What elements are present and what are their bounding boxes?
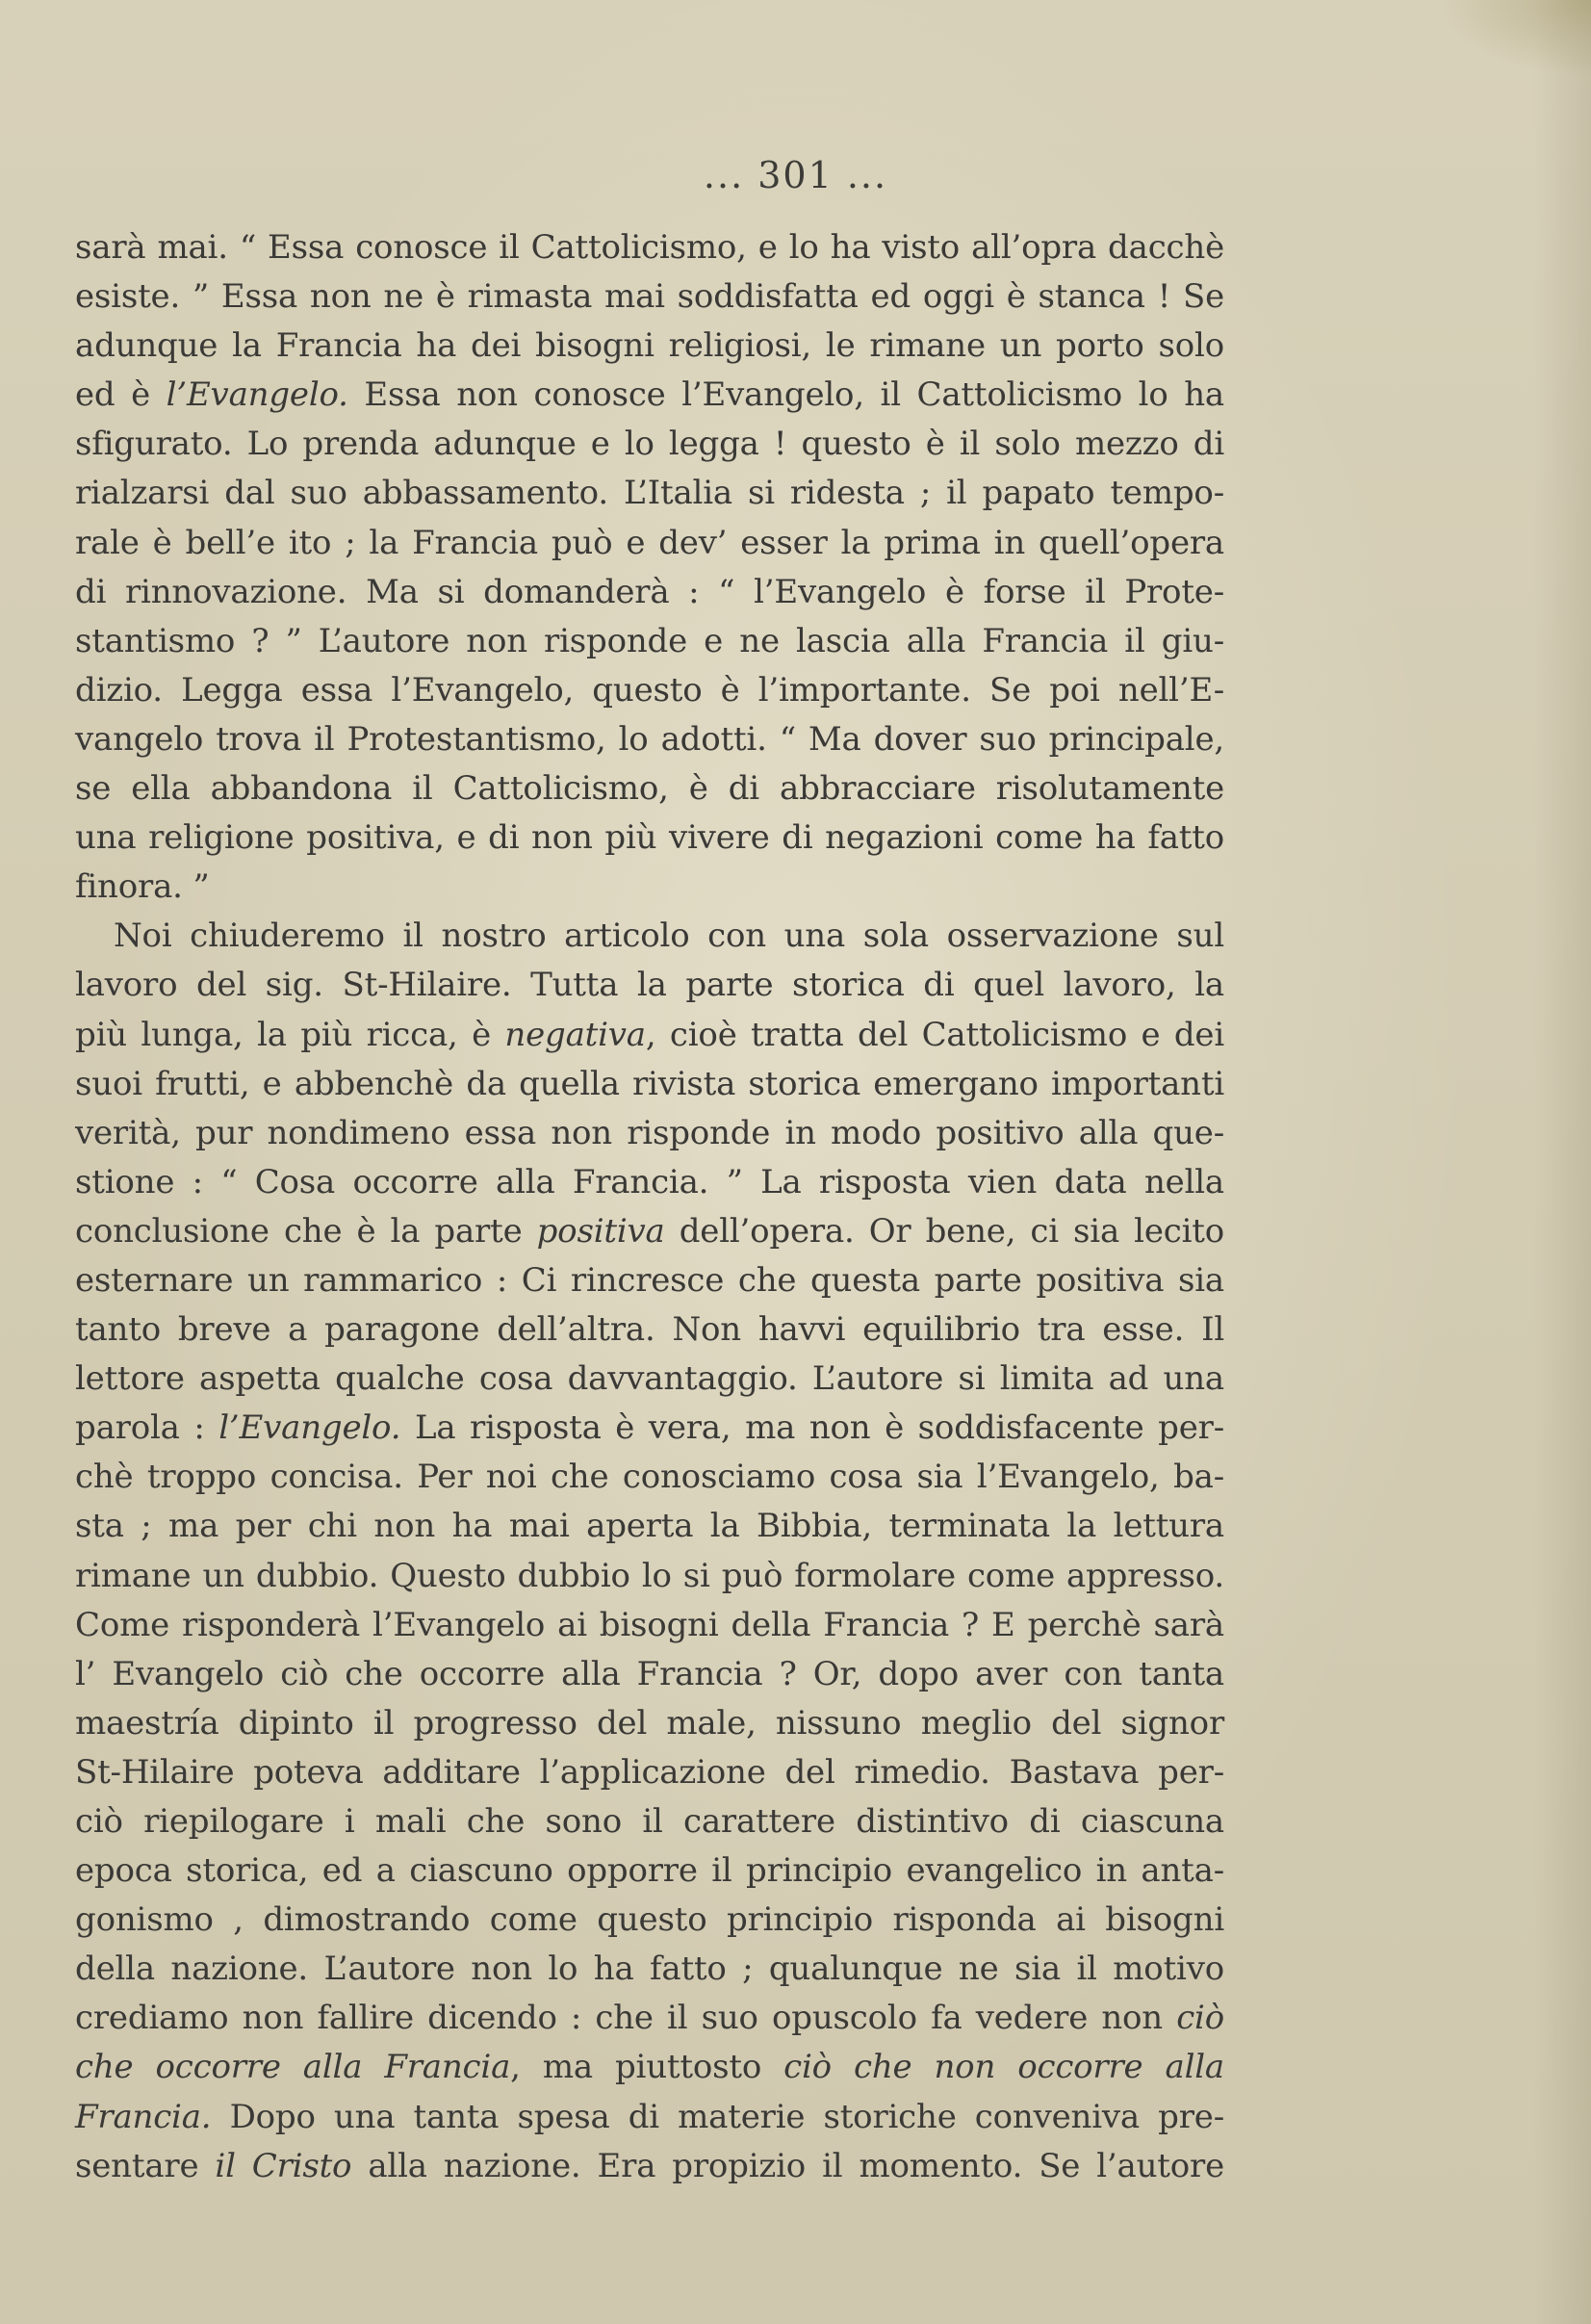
- text-span: , ma piuttosto: [510, 2048, 784, 2087]
- text-line: di rinnovazione. Ma si domanderà : “ l’Evangelo è forse il Prote-: [75, 572, 1224, 611]
- text-line: suoi frutti, e abbenchè da quella rivista storica emergano importanti: [75, 1064, 1224, 1103]
- text-span: sentare: [75, 2146, 216, 2185]
- body-text: [75, 223, 1224, 2191]
- text-line: rialzarsi dal suo abbassamento. L’Italia si ridesta ; il papato tempo-: [75, 474, 1224, 513]
- text-line: stione : “ Cosa occorre alla Francia. ” La risposta vien data nella: [75, 1162, 1224, 1201]
- text-line: verità, pur nondimeno essa non risponde in modo positivo alla que-: [75, 1113, 1224, 1152]
- text-line: sarà mai. “ Essa conosce il Cattolicismo, e lo ha visto all’opra dacchè: [75, 228, 1224, 267]
- text-line: una religione positiva, e di non più vivere di negazioni come ha fatto: [75, 818, 1224, 858]
- text-line: Come risponderà l’Evangelo ai bisogni della Francia ? E perchè sarà: [75, 1605, 1224, 1644]
- text-line: [75, 1404, 1224, 1453]
- text-span: dell’opera. Or bene, ci sia lecito: [664, 1211, 1224, 1251]
- text-line: tanto breve a paragone dell’altra. Non havvi equilibrio tra esse. Il: [75, 1310, 1224, 1350]
- text-line: ciò riepilogare i mali che sono il carattere distintivo di ciascuna: [75, 1802, 1224, 1841]
- italic-text-span: negativa: [504, 1015, 646, 1054]
- text-line: chè troppo concisa. Per noi che conosciamo cosa sia l’Evangelo, ba-: [75, 1458, 1224, 1497]
- text-line: della nazione. L’autore non lo ha fatto ; qualunque ne sia il motivo: [75, 1950, 1224, 1989]
- text-line: rale è bell’e ito ; la Francia può e dev’ esser la prima in quell’opera: [75, 523, 1224, 562]
- text-line: sfigurato. Lo prenda adunque e lo legga ! questo è il solo mezzo di: [75, 425, 1224, 464]
- text-line: [75, 2043, 1224, 2092]
- text-line: esternare un rammarico : Ci rincresce che questa parte positiva sia: [75, 1260, 1224, 1300]
- text-span: , cioè tratta del Cattolicismo e dei: [645, 1015, 1224, 1054]
- text-line: stantismo ? ” L’autore non risponde e ne lascia alla Francia il giu-: [75, 621, 1224, 660]
- text-line: [75, 1011, 1224, 1060]
- text-line: sta ; ma per chi non ha mai aperta la Bibbia, terminata la lettura: [75, 1507, 1224, 1546]
- text-line: [75, 371, 1224, 420]
- text-line: dizio. Legga essa l’Evangelo, questo è l’importante. Se poi nell’E-: [75, 670, 1224, 710]
- text-line: St-Hilaire poteva additare l’applicazione del rimedio. Bastava per-: [75, 1752, 1224, 1792]
- text-line: adunque la Francia ha dei bisogni religiosi, le rimane un porto solo: [75, 326, 1224, 366]
- italic-text-span: Francia.: [75, 2097, 212, 2136]
- text-line: epoca storica, ed a ciascuno opporre il principio evangelico in anta-: [75, 1851, 1224, 1891]
- text-span: crediamo non fallire dicendo : che il suo opuscolo fa vedere non: [75, 1999, 1177, 2038]
- text-span: conclusione che è la parte: [75, 1211, 537, 1251]
- italic-text-span: ciò: [1176, 1999, 1224, 2038]
- text-span: più lunga, la più ricca, è: [75, 1015, 505, 1054]
- text-line: [75, 1994, 1224, 2043]
- italic-text-span: l’Evangelo.: [218, 1408, 401, 1448]
- italic-text-span: positiva: [536, 1211, 665, 1251]
- text-line: vangelo trova il Protestantismo, lo adotti. “ Ma dover suo principale,: [75, 719, 1224, 759]
- italic-text-span: ciò che non occorre alla: [783, 2048, 1224, 2087]
- text-line: rimane un dubbio. Questo dubbio lo si può formolare come appresso.: [75, 1556, 1224, 1595]
- text-line: se ella abbandona il Cattolicismo, è di abbracciare risolutamente: [75, 769, 1224, 809]
- italic-text-span: l’Evangelo.: [166, 375, 348, 415]
- page-number: ... 301 ...: [703, 154, 888, 196]
- text-line: l’ Evangelo ciò che occorre alla Francia ? Or, dopo aver con tanta: [75, 1654, 1224, 1693]
- text-span: parola :: [75, 1408, 219, 1448]
- text-span: Dopo una tanta spesa di materie storiche conveniva pre-: [211, 2097, 1224, 2136]
- text-line: lettore aspetta qualche cosa davvantaggio. L’autore si limita ad una: [75, 1359, 1224, 1399]
- italic-text-span: che occorre alla Francia: [75, 2048, 511, 2087]
- text-line: [75, 2142, 1224, 2191]
- text-line: maestría dipinto il progresso del male, nissuno meglio del signor: [75, 1703, 1224, 1743]
- text-line: Noi chiuderemo il nostro articolo con una sola osservazione sul: [114, 917, 1224, 956]
- text-span: La risposta è vera, ma non è soddisfacente per-: [400, 1408, 1224, 1448]
- italic-text-span: il Cristo: [215, 2146, 352, 2185]
- text-span: alla nazione. Era propizio il momento. Se l’autore: [351, 2146, 1225, 2185]
- text-span: Essa non conosce l’Evangelo, il Cattolicismo lo ha: [347, 375, 1224, 415]
- text-line: [75, 2093, 1224, 2142]
- text-span: ed è: [75, 375, 167, 415]
- page-edge-shadow: [1533, 0, 1591, 2324]
- page-corner-stain: [1437, 0, 1591, 77]
- text-line: esiste. ” Essa non ne è rimasta mai soddisfatta ed oggi è stanca ! Se: [75, 277, 1224, 317]
- text-line: lavoro del sig. St-Hilaire. Tutta la parte storica di quel lavoro, la: [75, 966, 1224, 1005]
- text-line: gonismo , dimostrando come questo principio risponda ai bisogni: [75, 1900, 1224, 1940]
- text-line: finora. ”: [75, 867, 210, 907]
- text-line: [75, 1207, 1224, 1256]
